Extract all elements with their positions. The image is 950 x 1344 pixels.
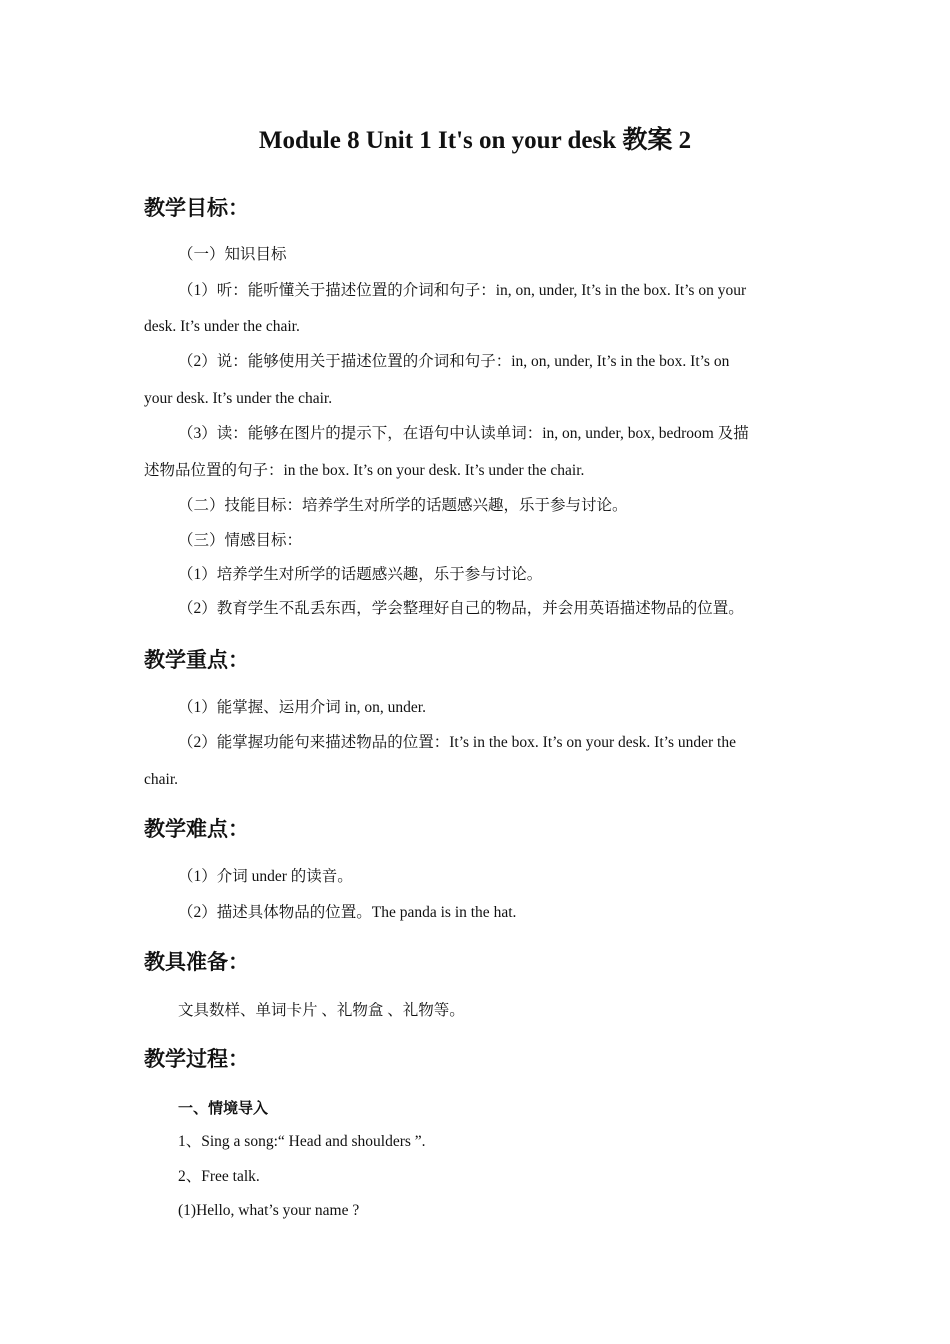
objectives-line: （2）说：能够使用关于描述位置的介词和句子：in, on, under, It’s in the box. It’s on: [178, 353, 730, 370]
objectives-line: （2）教育学生不乱丢东西，学会整理好自己的物品，并会用英语描述物品的位置。: [178, 600, 744, 617]
objectives-line: （1）听：能听懂关于描述位置的介词和句子：in, on, under, It’s in the box. It’s on your: [178, 282, 747, 299]
objectives-line: （三）情感目标：: [178, 532, 303, 549]
materials-heading: 教具准备：: [144, 950, 249, 974]
objectives-line: 述物品位置的句子：in the box. It’s on your desk. It’s under the chair.: [144, 462, 585, 479]
process-heading: 教学过程：: [144, 1047, 249, 1071]
document-title: Module 8 Unit 1 It's on your desk 教案 2: [258, 127, 692, 154]
key-points-heading: 教学重点：: [144, 648, 249, 672]
process-line: 2、Free talk.: [178, 1168, 260, 1185]
objectives-line: （一）知识目标: [178, 246, 287, 263]
objectives-line: your desk. It’s under the chair.: [144, 390, 333, 407]
objectives-heading: 教学目标：: [144, 196, 249, 220]
difficulties-line: （2）描述具体物品的位置。The panda is in the hat.: [178, 904, 517, 921]
process-section-title: 一、情境导入: [178, 1099, 269, 1117]
key-points-line: chair.: [144, 771, 178, 788]
difficulties-line: （1）介词 under 的读音。: [178, 868, 353, 885]
difficulties-heading: 教学难点：: [144, 817, 249, 841]
objectives-line: （1）培养学生对所学的话题感兴趣，乐于参与讨论。: [178, 566, 543, 583]
key-points-line: （2）能掌握功能句来描述物品的位置：It’s in the box. It’s on your desk. It’s under the: [178, 734, 736, 751]
objectives-line: （二）技能目标：培养学生对所学的话题感兴趣，乐于参与讨论。: [178, 497, 628, 514]
key-points-line: （1）能掌握、运用介词 in, on, under.: [178, 699, 426, 716]
objectives-line: （3）读：能够在图片的提示下，在语句中认读单词：in, on, under, box, bedroom 及描: [178, 425, 749, 442]
process-line: (1)Hello, what’s your name ?: [178, 1202, 360, 1219]
materials-line: 文具数样、单词卡片 、礼物盒 、礼物等。: [178, 1002, 465, 1019]
process-line: 1、Sing a song:“ Head and shoulders ”.: [178, 1133, 426, 1150]
objectives-line: desk. It’s under the chair.: [144, 318, 300, 335]
